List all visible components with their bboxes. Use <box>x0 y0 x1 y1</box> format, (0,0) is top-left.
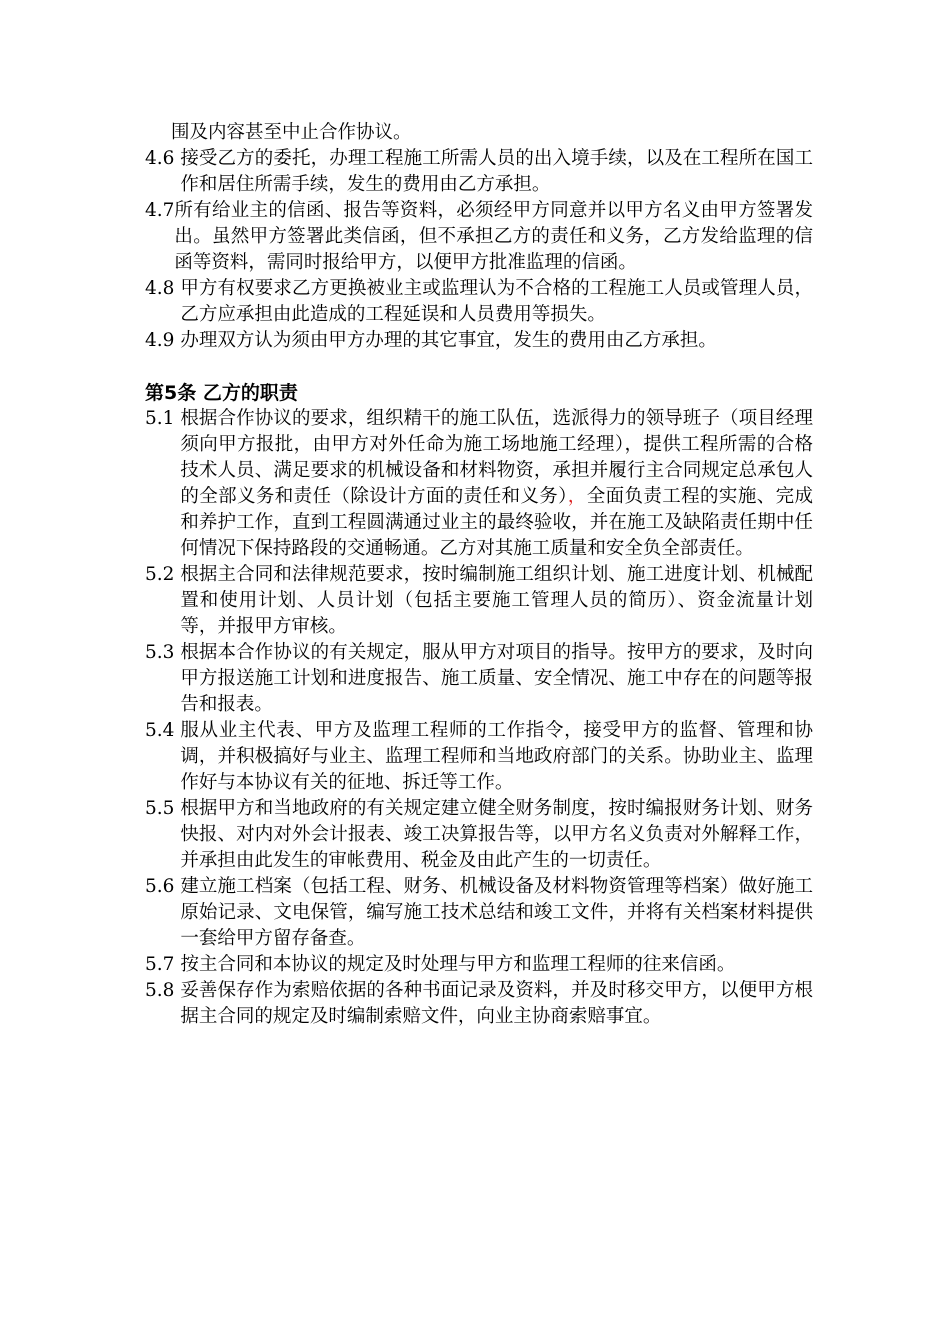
clause-text: 服从业主代表、甲方及监理工程师的工作指令，接受甲方的监督、管理和协调，并积极搞好与业主、监理工程师和当地政府部门的关系。协助业主、监理作好与本协议有关的征地、拆迁等工作。 <box>180 720 813 793</box>
clause-text: 所有给业主的信函、报告等资料，必须经甲方同意并以甲方名义由甲方签署发出。虽然甲方签署此类信函，但不承担乙方的责任和义务，乙方发给监理的信函等资料，需同时报给甲方，以便甲方批准监理的信函。 <box>174 200 813 273</box>
clause-text: 办理双方认为须由甲方办理的其它事宜，发生的费用由乙方承担。 <box>180 330 717 351</box>
clause-text: 按主合同和本协议的规定及时处理与甲方和监理工程师的往来信函。 <box>180 954 736 975</box>
clause-5-6 <box>145 874 813 952</box>
clause-text: 接受乙方的委托，办理工程施工所需人员的出入境手续，以及在工程所在国工作和居住所需手续，发生的费用由乙方承担。 <box>180 148 813 195</box>
clause-5-5 <box>145 796 813 874</box>
clause-text-part: 全面负责工程的实施、完成和养护工作，直到工程圆满通过业主的最终验收，并在施工及缺陷责任期中任何情况下保持路段的交通畅通。乙方对其施工质量和安全负全部责任。 <box>180 486 813 559</box>
red-comma: ， <box>567 486 587 507</box>
clause-5-3 <box>145 640 813 718</box>
clause-text: 根据主合同和法律规范要求，按时编制施工组织计划、施工进度计划、机械配置和使用计划、人员计划（包括主要施工管理人员的简历）、资金流量计划等，并报甲方审核。 <box>180 564 813 637</box>
clause-number: 5.6 <box>145 876 181 897</box>
clause-4-9 <box>145 328 813 354</box>
clause-text: 妥善保存作为索赔依据的各种书面记录及资料，并及时移交甲方，以便甲方根据主合同的规定及时编制索赔文件，向业主协商索赔事宜。 <box>180 980 813 1027</box>
clause-number: 5.2 <box>145 564 181 585</box>
clause-text: 甲方有权要求乙方更换被业主或监理认为不合格的工程施工人员或管理人员，乙方应承担由此造成的工程延误和人员费用等损失。 <box>180 278 813 325</box>
clause-number: 4.8 <box>145 278 181 299</box>
clause-text <box>180 406 813 562</box>
clause-number: 5.1 <box>145 408 181 429</box>
clause-5-2 <box>145 562 813 640</box>
continued-text: 围及内容甚至中止合作协议。 <box>171 122 412 143</box>
clause-4-6 <box>145 146 813 198</box>
clause-4-8 <box>145 276 813 328</box>
clause-5-7 <box>145 952 813 978</box>
clause-5-4 <box>145 718 813 796</box>
clause-5-1 <box>145 406 813 562</box>
clause-number: 5.4 <box>145 720 181 741</box>
clause-text: 建立施工档案（包括工程、财务、机械设备及材料物资管理等档案）做好施工原始记录、文电保管，编写施工技术总结和竣工文件，并将有关档案材料提供一套给甲方留存备查。 <box>180 876 813 949</box>
clause-4-7 <box>145 198 813 276</box>
clause-text-part: 根据合作协议的要求，组织精干的施工队伍，选派得力的领导班子（项目经理须向甲方报批，由甲方对外任命为施工场地施工经理），提供工程所需的合格技术人员、满足要求的机械设备和材料物资，承担并履行主合同规定总承包人的全部义务和责任（除设计方面的责任和义务） <box>180 408 813 507</box>
clause-5-8 <box>145 978 813 1030</box>
clause-text: 根据甲方和当地政府的有关规定建立健全财务制度，按时编报财务计划、财务快报、对内对外会计报表、竣工决算报告等，以甲方名义负责对外解释工作，并承担由此发生的审帐费用、税金及由此产生的一切责任。 <box>180 798 813 871</box>
clause-number: 5.8 <box>145 980 181 1001</box>
clause-number: 5.3 <box>145 642 181 663</box>
document-page <box>145 120 813 1030</box>
section-heading: 第5条 乙方的职责 <box>145 382 298 404</box>
clause-number: 4.9 <box>145 330 181 351</box>
clause-number: 5.5 <box>145 798 181 819</box>
clause-number: 5.7 <box>145 954 181 975</box>
clause-number: 4.7 <box>145 200 175 221</box>
clause-number: 4.6 <box>145 148 181 169</box>
clause-text: 根据本合作协议的有关规定，服从甲方对项目的指导。按甲方的要求，及时向甲方报送施工计划和进度报告、施工质量、安全情况、施工中存在的问题等报告和报表。 <box>180 642 813 715</box>
